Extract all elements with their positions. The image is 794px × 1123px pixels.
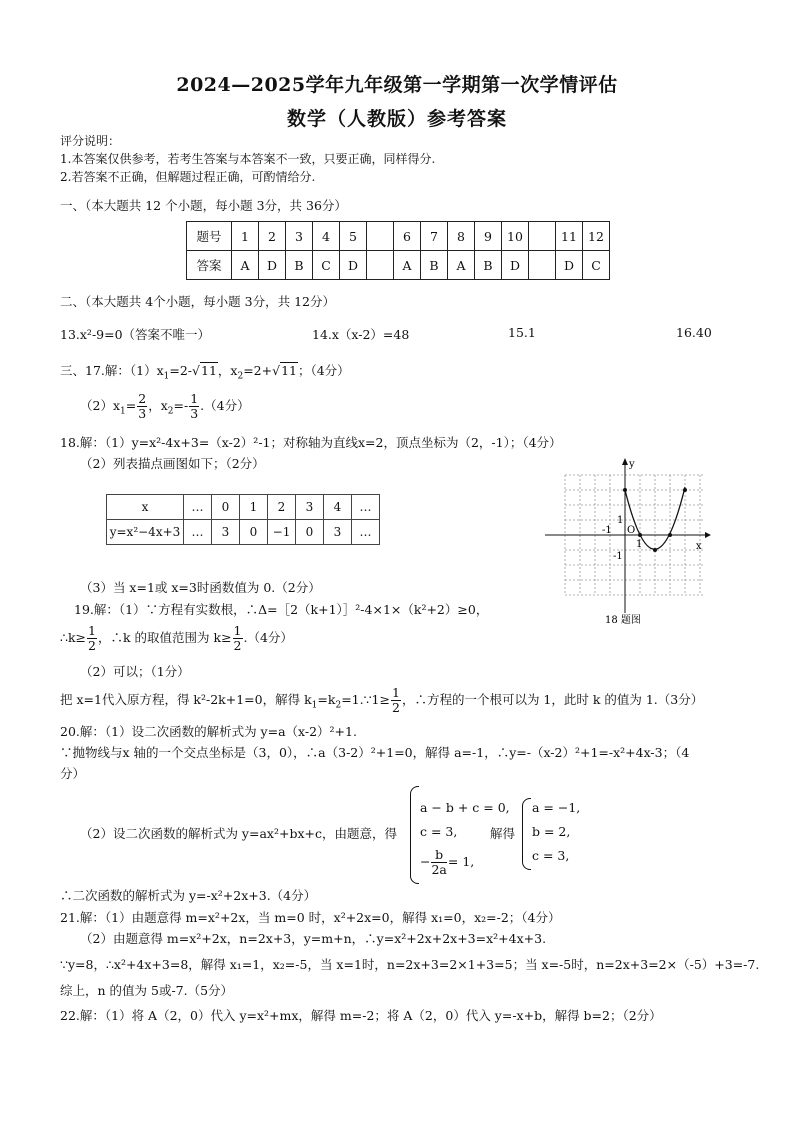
question-number-cell: 9 [475, 222, 502, 251]
section2-heading: 二、（本大题共 4个小题，每小题 3分，共 12分） [60, 294, 335, 309]
eq-1: a − b + c = 0, [420, 800, 510, 815]
value-table-x-row [107, 495, 380, 520]
question-number-cell: 2 [259, 222, 286, 251]
answer-table-gap [529, 222, 556, 251]
section1-heading: 一、（本大题共 12 个小题，每小题 3分，共 36分） [60, 198, 347, 213]
y-header: y=x²−4x+3 [107, 520, 184, 545]
value-table-y-cell: 0 [296, 520, 324, 545]
value-table-x-cell: 2 [268, 495, 296, 520]
q17-part2: $(2)x_1=$ $\frac{2}{3}$ ，$x_2=-$ $\frac{1}{3}$ .（4分） [80, 391, 250, 421]
q19-line3: （2）可以；（1分） [80, 664, 190, 679]
solve-label: 解得 [490, 826, 516, 841]
q21-line1: 21.解：（1）由题意得 m=x²+2x，当 m=0 时，x²+2x=0，解得 x₁=0，x₂=-2；（4分） [60, 910, 561, 925]
value-table-x-cell: … [352, 495, 380, 520]
eq-2: c = 3, [420, 824, 458, 839]
answer-cell: B [421, 251, 448, 280]
notes-heading: 评分说明： [60, 134, 121, 148]
q18-value-table [106, 494, 380, 545]
point-1-0 [638, 533, 642, 537]
value-table-x-cell: 3 [296, 495, 324, 520]
q20-line5: ∴二次函数的解析式为 y=-x²+2x+3.（4分） [60, 888, 317, 903]
question-number-cell: 7 [421, 222, 448, 251]
q19-line4: 把 x=1代入原方程，得 k²-2k+1=0，解得 $k_1=k_2=1.\because 1\ge$ $\frac{1}{2}$ ，∴方程的一个根可以为 1，此时 k 的值为 1.（3分） [60, 685, 704, 715]
answer-cell: B [286, 251, 313, 280]
answer-cell: D [340, 251, 367, 280]
row-label-number: 题号 [187, 222, 232, 251]
x-axis-label: x [696, 541, 702, 552]
value-table-y-cell: −1 [268, 520, 296, 545]
value-table-y-row [107, 520, 380, 545]
q21-line4: 综上，n 的值为 5或-7.（5分） [60, 983, 234, 998]
q14-answer: 14.x（x-2）=48 [312, 327, 410, 342]
value-table-x-cell: 4 [324, 495, 352, 520]
answer-cell: C [583, 251, 610, 280]
q18-line1: 18.解：（1）y=x²-4x+3=（x-2）²-1；对称轴为直线x=2，顶点坐标为（2，-1）；（4分） [60, 435, 562, 450]
eq-3: − $\frac{b}{2a}$ = 1, [420, 847, 475, 877]
sol-1: a = −1, [532, 800, 581, 815]
tick-x-1: 1 [636, 539, 643, 550]
q19-line2: ∴k≥ $\frac{1}{2}$ ，∴k 的取值范围为 k≥ $\frac{1}{2}$ .（4分） [60, 623, 293, 653]
answer-cell: A [232, 251, 259, 280]
answer-table-answer-row [187, 251, 610, 280]
q20-line4: （2）设二次函数的解析式为 y=ax²+bx+c，由题意，得 [80, 826, 397, 841]
q21-line3: ∵y=8，∴x²+4x+3=8，解得 x₁=1，x₂=-5，当 x=1时，n=2x+3=2×1+3=5；当 x=-5时，n=2x+3=2×（-5）+3=-7. [60, 957, 760, 972]
q20-line3: 分） [60, 766, 86, 781]
x-header: x [107, 495, 184, 520]
answer-cell: D [259, 251, 286, 280]
question-number-cell: 1 [232, 222, 259, 251]
question-number-cell: 4 [313, 222, 340, 251]
note-2: 2.若答案不正确，但解题过程正确，可酌情给分. [60, 170, 316, 184]
page-subtitle: 数学（人教版）参考答案 [286, 108, 507, 130]
answer-table-number-row [187, 222, 610, 251]
value-table-y-cell: 0 [240, 520, 268, 545]
q22-line1: 22.解：（1）将 A（2，0）代入 y=x²+mx，解得 m=-2；将 A（2，0）代入 y=-x+b，解得 b=2；（2分） [60, 1008, 662, 1023]
note-1: 1.本答案仅供参考，若考生答案与本答案不一致，只要正确，同样得分. [60, 152, 436, 166]
answer-cell: D [556, 251, 583, 280]
tick-x-neg1: -1 [602, 525, 612, 536]
question-number-cell: 6 [394, 222, 421, 251]
point-0-3 [623, 488, 627, 492]
q15-answer: 15.1 [508, 325, 536, 340]
answer-cell: D [502, 251, 529, 280]
value-table-y-cell: … [184, 520, 212, 545]
page-title: 2024—2025学年九年级第一学期第一次学情评估 [176, 74, 618, 96]
graph-caption: 18 题图 [605, 615, 641, 625]
q21-line2: （2）由题意得 m=x²+2x，n=2x+3，y=m+n，∴y=x²+2x+2x+3=x²+4x+3. [80, 931, 547, 946]
row-label-answer: 答案 [187, 251, 232, 280]
answer-cell: A [448, 251, 475, 280]
value-table-x-cell: 1 [240, 495, 268, 520]
question-number-cell: 8 [448, 222, 475, 251]
tick-y-neg1: -1 [613, 551, 623, 562]
solution-brace [522, 798, 531, 870]
answer-table [186, 221, 610, 280]
point-3-0 [668, 533, 672, 537]
answer-table-gap [367, 222, 394, 251]
question-number-cell: 10 [502, 222, 529, 251]
answer-table-gap [367, 251, 394, 280]
sol-2: b = 2, [532, 824, 571, 839]
origin-label: O [627, 525, 636, 536]
value-table-y-cell: … [352, 520, 380, 545]
question-number-cell: 12 [583, 222, 610, 251]
y-axis-label: y [629, 459, 635, 470]
value-table-y-cell: 3 [212, 520, 240, 545]
q17-part1: 三、17.解：$(1)x_1=2-√11$，$x_2=2+√11$；（4分） [60, 363, 350, 382]
q13-answer: 13.x²-9=0（答案不唯一） [60, 327, 211, 342]
q18-line3: （3）当 x=1或 x=3时函数值为 0.（2分） [80, 580, 321, 595]
q16-answer: 16.40 [676, 325, 712, 340]
system-brace [410, 786, 419, 884]
q18-line2: （2）列表描点画图如下；（2分） [80, 456, 265, 471]
question-number-cell: 5 [340, 222, 367, 251]
answer-cell: A [394, 251, 421, 280]
q18-graph [540, 455, 715, 625]
value-table-x-cell: 0 [212, 495, 240, 520]
question-number-cell: 3 [286, 222, 313, 251]
value-table-y-cell: 3 [324, 520, 352, 545]
answer-table-gap [529, 251, 556, 280]
q20-line1: 20.解：（1）设二次函数的解析式为 y=a（x-2）²+1. [60, 724, 357, 739]
tick-y-1: 1 [617, 515, 624, 526]
point-2-neg1 [653, 548, 657, 552]
q19-line1: 19.解：（1）∵方程有实数根，∴Δ=［2（k+1）］²-4×1×（k²+2）≥0， [74, 602, 489, 617]
q20-line2: ∵抛物线与x 轴的一个交点坐标是（3，0），∴a（3-2）²+1=0，解得 a=-1，∴y=-（x-2）²+1=-x²+4x-3；（4 [60, 745, 690, 760]
answer-cell: C [313, 251, 340, 280]
value-table-x-cell: … [184, 495, 212, 520]
answer-cell: B [475, 251, 502, 280]
point-4-3 [683, 488, 687, 492]
question-number-cell: 11 [556, 222, 583, 251]
sol-3: c = 3, [532, 848, 570, 863]
